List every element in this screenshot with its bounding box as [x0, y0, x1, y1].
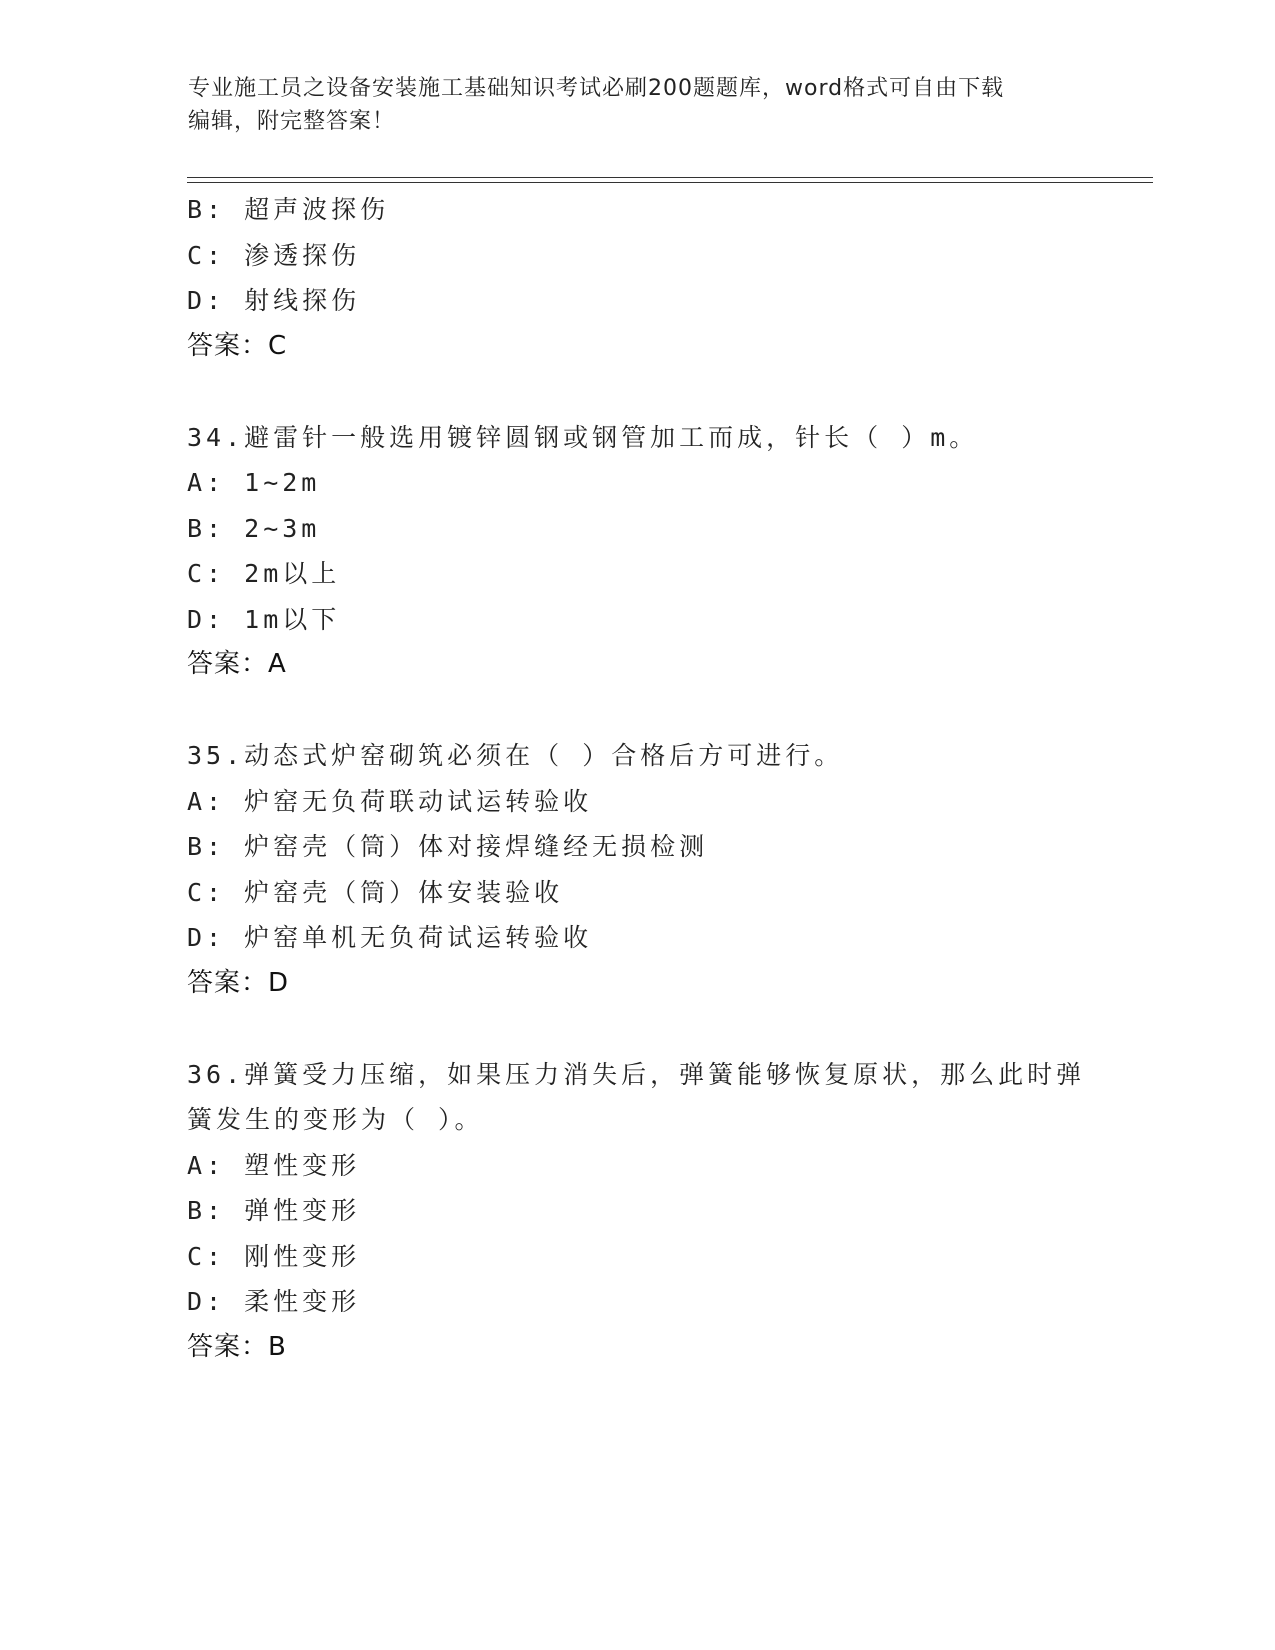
option-b: B: 炉窑壳（筒）体对接焊缝经无损检测 [187, 832, 709, 861]
option-b: B: 2~3m [187, 513, 321, 543]
header-title-line-1: 专业施工员之设备安装施工基础知识考试必刷200题题库，word格式可自由下载 [188, 76, 1005, 101]
question-35 [187, 733, 1087, 1006]
header-title-line-2: 编辑，附完整答案！ [188, 109, 396, 134]
spacer [187, 1006, 1087, 1052]
document-header [188, 72, 1068, 138]
option-d: D: 柔性变形 [187, 1287, 361, 1316]
answer-label: 答案：A [187, 649, 287, 679]
option-d: D: 1m以下 [187, 604, 341, 634]
option-a: A: 1~2m [187, 468, 321, 497]
option-a: A: 塑性变形 [187, 1150, 361, 1180]
header-rule-bottom [187, 182, 1153, 183]
spacer [187, 369, 1087, 415]
question-list [187, 187, 1087, 1370]
option-b: B: 超声波探伤 [187, 195, 390, 224]
question-stem-line-1: 36.弹簧受力压缩，如果压力消失后，弹簧能够恢复原状，那么此时弹 [187, 1059, 1086, 1089]
question-34 [187, 415, 1087, 688]
answer-label: 答案：D [187, 967, 290, 998]
previous-question-block [187, 187, 1087, 369]
option-c: C: 渗透探伤 [187, 240, 361, 270]
question-stem: 34.避雷针一般选用镀锌圆钢或钢管加工而成，针长（ ）m。 [187, 422, 979, 452]
question-36 [187, 1052, 1087, 1371]
option-d: D: 炉窑单机无负荷试运转验收 [187, 923, 593, 952]
question-stem-line-2: 簧发生的变形为（ ）。 [187, 1105, 484, 1134]
spacer [187, 688, 1087, 734]
option-c: C: 2m以上 [187, 559, 341, 588]
header-rule-top [187, 177, 1153, 178]
question-stem: 35.动态式炉窑砌筑必须在（ ）合格后方可进行。 [187, 741, 844, 770]
option-b: B: 弹性变形 [187, 1196, 361, 1225]
option-c: C: 炉窑壳（筒）体安装验收 [187, 877, 564, 907]
option-c: C: 刚性变形 [187, 1241, 361, 1271]
answer-label: 答案：B [187, 1331, 287, 1362]
option-a: A: 炉窑无负荷联动试运转验收 [187, 786, 593, 816]
answer-label: 答案：C [187, 330, 288, 361]
option-d: D: 射线探伤 [187, 286, 361, 315]
